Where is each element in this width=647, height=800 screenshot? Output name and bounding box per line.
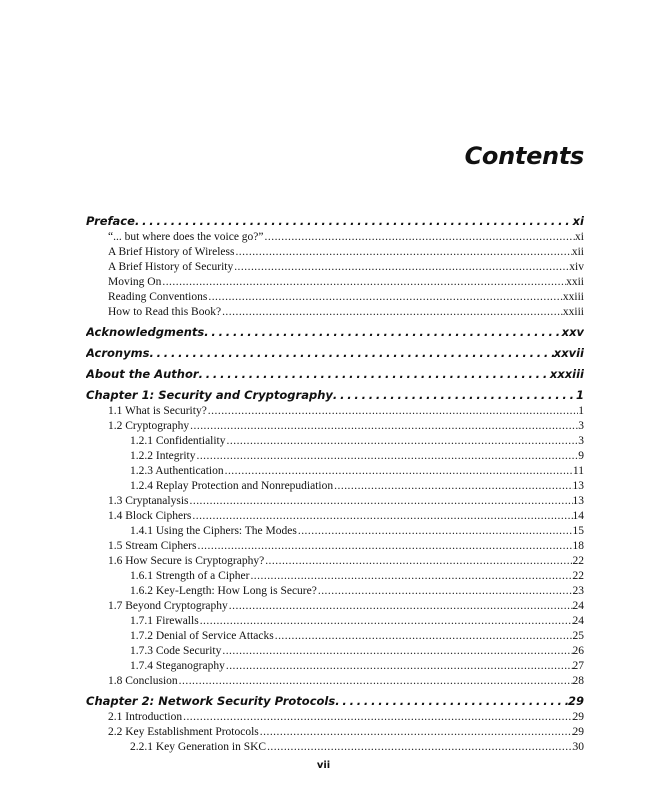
page-title: Contents	[464, 142, 584, 170]
toc-entry[interactable]	[86, 644, 584, 659]
dot-leader	[333, 386, 576, 404]
toc-entry-label: About the Author	[86, 367, 199, 381]
dot-leader	[200, 614, 573, 629]
toc-section-entry[interactable]	[86, 365, 584, 383]
toc-entry-page: 1	[578, 405, 584, 417]
toc-entry-page: xxv	[561, 325, 584, 339]
toc-entry-label: 1.2.1 Confidentiality	[130, 435, 226, 447]
toc-section-entry[interactable]	[86, 692, 584, 710]
toc-entry-label: “... but where does the voice go?”	[108, 231, 264, 243]
dot-leader	[199, 365, 550, 383]
toc-entry-label: 1.2.4 Replay Protection and Nonrepudiation	[130, 480, 334, 492]
dot-leader	[149, 344, 553, 362]
toc-entry-page: 22	[572, 570, 584, 582]
toc-entry-label: 1.7.3 Code Security	[130, 645, 222, 657]
toc-entry-label: 1.6.1 Strength of a Cipher	[130, 570, 250, 582]
toc-entry[interactable]	[86, 494, 584, 509]
dot-leader	[222, 644, 572, 659]
toc-entry[interactable]	[86, 584, 584, 599]
toc-entry[interactable]	[86, 674, 584, 689]
dot-leader	[190, 419, 578, 434]
toc-entry-page: xiv	[569, 261, 584, 273]
toc-entry-page: 22	[572, 555, 584, 567]
dot-leader	[190, 494, 573, 509]
toc-entry-page: 3	[578, 435, 584, 447]
toc-entry[interactable]	[86, 245, 584, 260]
toc-entry[interactable]	[86, 260, 584, 275]
toc-entry-label: Reading Conventions	[108, 291, 208, 303]
toc-entry-label: 1.6.2 Key-Length: How Long is Secure?	[130, 585, 317, 597]
toc-entry-label: 2.2.1 Key Generation in SKC	[130, 741, 267, 753]
toc-entry-page: xi	[572, 214, 584, 228]
toc-entry[interactable]	[86, 464, 584, 479]
toc-entry-label: Acknowledgments	[86, 325, 205, 339]
toc-entry-label: 1.8 Conclusion	[108, 675, 178, 687]
toc-entry-label: 1.7.4 Steganography	[130, 660, 225, 672]
toc-entry-label: 1.3 Cryptanalysis	[108, 495, 189, 507]
toc-entry-page: 11	[572, 465, 584, 477]
toc-entry[interactable]	[86, 569, 584, 584]
toc-entry-label: 1.2.3 Authentication	[130, 465, 224, 477]
dot-leader	[179, 674, 573, 689]
toc-entry[interactable]	[86, 275, 584, 290]
dot-leader	[250, 569, 572, 584]
dot-leader	[234, 260, 569, 275]
toc-entry-label: 1.5 Stream Ciphers	[108, 540, 197, 552]
dot-leader	[208, 404, 578, 419]
toc-entry[interactable]	[86, 509, 584, 524]
dot-leader	[334, 479, 572, 494]
dot-leader	[267, 740, 572, 755]
dot-leader	[192, 509, 572, 524]
page-number: vii	[316, 760, 331, 771]
toc-entry[interactable]	[86, 659, 584, 674]
toc-entry[interactable]	[86, 290, 584, 305]
toc-entry-label: 2.1 Introduction	[108, 711, 183, 723]
toc-entry-page: 18	[572, 540, 584, 552]
toc-entry-label: 2.2 Key Establishment Protocols	[108, 726, 259, 738]
toc-section-entry[interactable]	[86, 323, 584, 341]
toc-entry[interactable]	[86, 434, 584, 449]
toc-entry-page: 28	[572, 675, 584, 687]
toc-entry[interactable]	[86, 404, 584, 419]
toc-entry-page: 13	[572, 480, 584, 492]
dot-leader	[275, 629, 573, 644]
toc-entry-label: Chapter 2: Network Security Protocols	[86, 694, 336, 708]
dot-leader	[227, 434, 579, 449]
toc-entry-page: xxvii	[553, 346, 584, 360]
dot-leader	[196, 449, 578, 464]
toc-entry[interactable]	[86, 419, 584, 434]
toc-entry[interactable]	[86, 614, 584, 629]
toc-entry[interactable]	[86, 599, 584, 614]
toc-entry-page: 23	[572, 585, 584, 597]
toc-entry-label: 1.6 How Secure is Cryptography?	[108, 555, 265, 567]
dot-leader	[318, 584, 573, 599]
dot-leader	[335, 692, 568, 710]
dot-leader	[260, 725, 573, 740]
table-of-contents	[86, 212, 584, 755]
toc-entry-page: 24	[572, 600, 584, 612]
toc-entry-label: Acronyms	[86, 346, 150, 360]
toc-entry[interactable]	[86, 449, 584, 464]
toc-entry-page: xxiii	[562, 291, 584, 303]
toc-entry-page: 30	[572, 741, 584, 753]
toc-entry-page: 26	[572, 645, 584, 657]
toc-entry-page: 29	[572, 726, 584, 738]
toc-entry-label: A Brief History of Security	[108, 261, 234, 273]
toc-entry[interactable]	[86, 539, 584, 554]
toc-entry-page: xxiii	[562, 306, 584, 318]
toc-entry[interactable]	[86, 710, 584, 725]
toc-entry[interactable]	[86, 725, 584, 740]
dot-leader	[229, 599, 573, 614]
dot-leader	[265, 230, 576, 245]
toc-entry-label: 1.7.1 Firewalls	[130, 615, 199, 627]
toc-entry-label: 1.2 Cryptography	[108, 420, 190, 432]
dot-leader	[226, 659, 573, 674]
toc-entry[interactable]	[86, 479, 584, 494]
dot-leader	[235, 245, 571, 260]
toc-section-entry[interactable]	[86, 212, 584, 230]
toc-entry[interactable]	[86, 740, 584, 755]
toc-entry-page: xxxiii	[549, 367, 584, 381]
toc-entry-label: 1.7.2 Denial of Service Attacks	[130, 630, 274, 642]
toc-entry-page: 24	[572, 615, 584, 627]
dot-leader	[204, 323, 561, 341]
toc-entry-page: 13	[572, 495, 584, 507]
toc-entry-label: Moving On	[108, 276, 162, 288]
toc-entry-label: A Brief History of Wireless	[108, 246, 235, 258]
toc-entry[interactable]	[86, 554, 584, 569]
dot-leader	[135, 212, 573, 230]
toc-entry-label: 1.4 Block Ciphers	[108, 510, 192, 522]
toc-entry-page: 15	[572, 525, 584, 537]
toc-entry[interactable]	[86, 524, 584, 539]
dot-leader	[197, 539, 572, 554]
toc-entry-page: 1	[575, 388, 584, 402]
toc-entry[interactable]	[86, 230, 584, 245]
dot-leader	[265, 554, 572, 569]
toc-entry-label: Chapter 1: Security and Cryptography	[86, 388, 333, 402]
dot-leader	[225, 464, 573, 479]
toc-entry-page: 9	[578, 450, 584, 462]
dot-leader	[298, 524, 573, 539]
dot-leader	[183, 710, 572, 725]
dot-leader	[222, 305, 563, 320]
toc-entry-page: 29	[567, 694, 584, 708]
dot-leader	[162, 275, 566, 290]
toc-section-entry[interactable]	[86, 386, 584, 404]
toc-entry-page: xi	[575, 231, 584, 243]
toc-entry-page: 27	[572, 660, 584, 672]
toc-entry-page: xxii	[566, 276, 584, 288]
toc-entry-label: 1.2.2 Integrity	[130, 450, 196, 462]
toc-section-entry[interactable]	[86, 344, 584, 362]
toc-entry-label: 1.1 What is Security?	[108, 405, 207, 417]
toc-entry-label: How to Read this Book?	[108, 306, 222, 318]
toc-entry[interactable]	[86, 305, 584, 320]
toc-entry[interactable]	[86, 629, 584, 644]
toc-entry-label: 1.4.1 Using the Ciphers: The Modes	[130, 525, 297, 537]
dot-leader	[208, 290, 563, 305]
toc-entry-page: xii	[571, 246, 584, 258]
toc-entry-page: 25	[572, 630, 584, 642]
toc-entry-page: 29	[572, 711, 584, 723]
toc-entry-page: 3	[578, 420, 584, 432]
toc-entry-label: 1.7 Beyond Cryptography	[108, 600, 228, 612]
toc-entry-label: Preface	[86, 214, 135, 228]
toc-entry-page: 14	[572, 510, 584, 522]
